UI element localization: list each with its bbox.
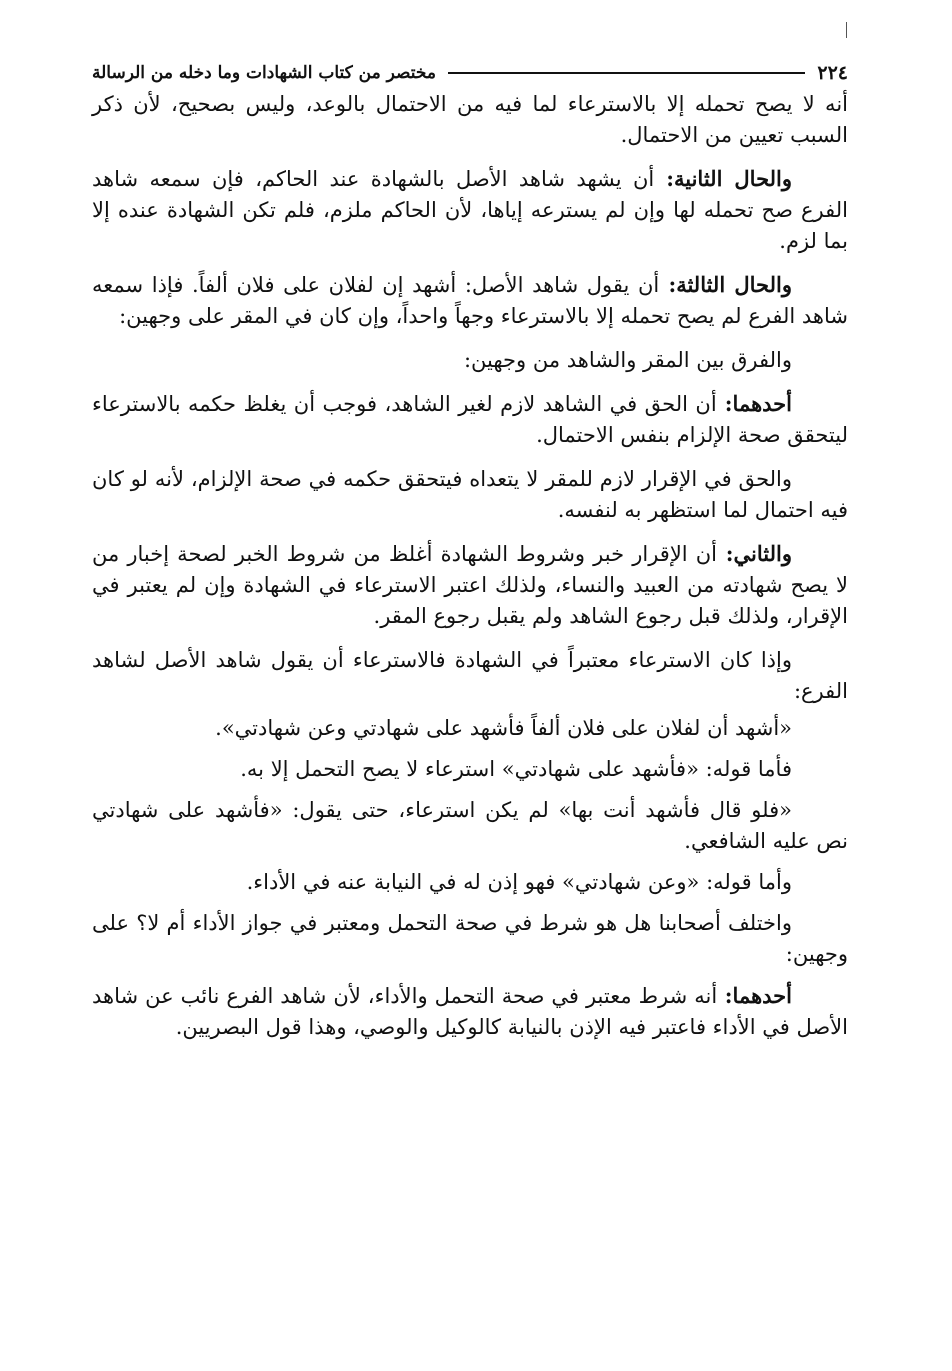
paragraph <box>92 644 848 707</box>
page-number: ٢٢٤ <box>817 62 848 84</box>
paragraph <box>92 344 848 376</box>
paragraph-text: وإذا كان الاسترعاء معتبراً في الشهادة فالاسترعاء أن يقول شاهد الأصل لشاهد الفرع: <box>92 648 848 703</box>
paragraph <box>92 463 848 526</box>
paragraph <box>92 795 848 857</box>
paragraph-text: أن يقول شاهد الأصل: أشهد إن لفلان على فلان ألفاً. فإذا سمعه شاهد الفرع لم يصح تحمله إلا بالاسترعاء وجهاً واحداً، وإن كان في المقر على وجهين: <box>92 273 848 328</box>
scan-mark <box>846 22 847 38</box>
paragraph <box>92 867 848 898</box>
paragraph <box>92 980 848 1043</box>
paragraph-text: واختلف أصحابنا هل هو شرط في صحة التحمل ومعتبر في جواز الأداء أم لا؟ على وجهين: <box>92 911 848 966</box>
paragraph <box>92 388 848 451</box>
paragraph <box>92 538 848 632</box>
paragraph <box>92 88 848 151</box>
paragraph-text: أنه شرط معتبر في صحة التحمل والأداء، لأن شاهد الفرع نائب عن شاهد الأصل في الأداء فاعتبر فيه الإذن بالنيابة كالوكيل والوصي، وهذا قول البصريين. <box>92 984 848 1039</box>
paragraph-lead: والحال الثانية: <box>654 166 792 191</box>
running-title: مختصر من كتاب الشهادات وما دخله من الرسالة <box>92 63 436 83</box>
paragraph-lead: والثاني: <box>717 541 792 566</box>
paragraph-lead: أحدهما: <box>717 983 792 1008</box>
paragraph-lead: أحدهما: <box>716 391 792 416</box>
paragraph-text: والحق في الإقرار لازم للمقر لا يتعداه فيتحقق حكمه في صحة الإلزام، لأنه لو كان فيه احتمال لما استظهر به لنفسه. <box>92 467 848 522</box>
paragraph-lead: والحال الثالثة: <box>659 272 792 297</box>
paragraph-text: فأما قوله: «فأشهد على شهادتي» استرعاء لا يصح التحمل إلا به. <box>240 757 792 781</box>
paragraph <box>92 754 848 785</box>
paragraph <box>92 269 848 332</box>
running-header <box>92 58 848 88</box>
quoted-formula <box>92 713 848 744</box>
paragraph-text: والفرق بين المقر والشاهد من وجهين: <box>463 348 792 372</box>
paragraph-text: أن يشهد شاهد الأصل بالشهادة عند الحاكم، فإن سمعه شاهد الفرع صح تحمله لها وإن لم يسترعه إياها، لأن الحاكم ملزم، فلم تكن الشهادة عنده إلا بما لزم. <box>92 167 848 253</box>
paragraph-text: أن الإقرار خبر وشروط الشهادة أغلظ من شروط الخبر لصحة إخبار من لا يصح شهادته من العبيد والنساء، ولذلك اعتبر الاسترعاء في الشهادة وإن لم يعتبر في الإقرار، ولذلك قبل رجوع الشاهد ولم يقبل رجوع المقر. <box>92 542 848 628</box>
paragraph <box>92 163 848 257</box>
header-rule <box>448 72 805 74</box>
paragraph-text: أن الحق في الشاهد لازم لغير الشاهد، فوجب أن يغلظ حكمه بالاسترعاء ليتحقق صحة الإلزام بنفس الاحتمال. <box>92 392 848 447</box>
paragraph-text: «فلو قال فأشهد أنت بها» لم يكن استرعاء، حتى يقول: «فأشهد على شهادتي نص عليه الشافعي. <box>92 798 848 853</box>
page-body <box>92 88 848 1055</box>
paragraph-text: أنه لا يصح تحمله إلا بالاسترعاء لما فيه من الاحتمال بالوعد، وليس بصحيح، لأن ذكر السبب تعيين من الاحتمال. <box>92 92 848 147</box>
paragraph-text: وأما قوله: «وعن شهادتي» فهو إذن له في النيابة عنه في الأداء. <box>246 870 792 894</box>
paragraph <box>92 908 848 970</box>
paragraph-text: «أشهد أن لفلان على فلان ألفاً فأشهد على شهادتي وعن شهادتي». <box>215 716 792 740</box>
